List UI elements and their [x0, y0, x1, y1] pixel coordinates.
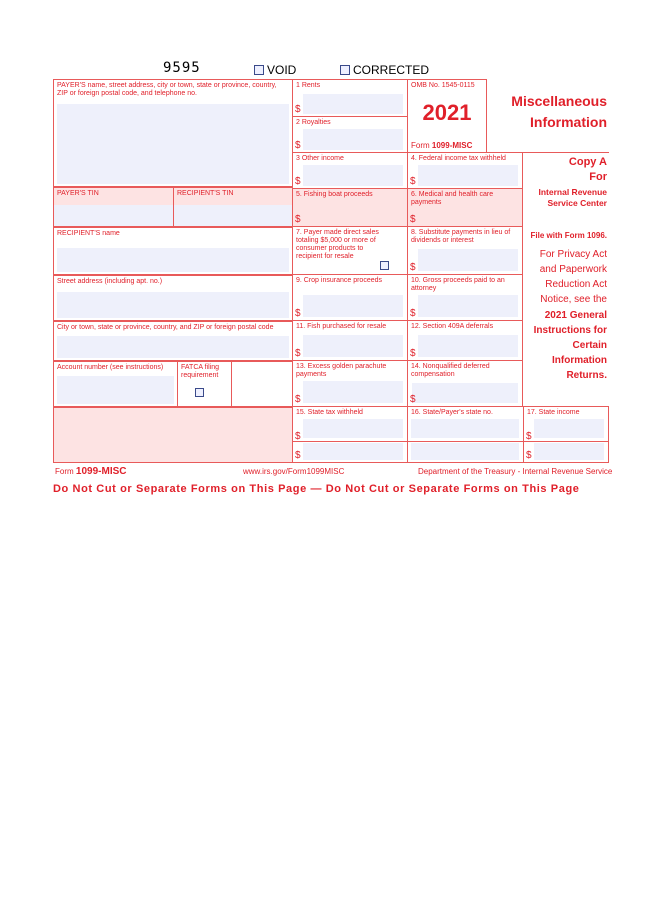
omb-form-name: 1099-MISC: [431, 141, 473, 150]
box-4-federal-tax[interactable]: [407, 152, 523, 189]
recipient-name-field[interactable]: [57, 248, 289, 272]
box-5-dollar: $: [295, 214, 301, 225]
box-3-label: 3 Other income: [296, 155, 344, 162]
box-7-checkbox[interactable]: [380, 261, 389, 270]
box-13-dollar: $: [295, 394, 301, 405]
footer-department: Department of the Treasury - Internal Revenue Service: [418, 467, 613, 476]
box-2-royalties[interactable]: [292, 116, 408, 153]
box-2-field[interactable]: [303, 129, 403, 150]
street-address-field[interactable]: [57, 292, 289, 318]
box-8-substitute-payments[interactable]: [407, 226, 523, 275]
omb-box: [407, 79, 487, 153]
omb-number: OMB No. 1545-0115: [411, 82, 475, 89]
box-12-dollar: $: [410, 348, 416, 359]
box-9-field[interactable]: [303, 295, 403, 317]
box-16-label: 16. State/Payer's state no.: [411, 409, 493, 416]
box-1-label: 1 Rents: [296, 82, 321, 89]
box-8-dollar: $: [410, 262, 416, 273]
irs-line-2: Service Center: [547, 198, 607, 208]
box-13-field[interactable]: [303, 381, 403, 403]
box-1-dollar: $: [295, 104, 301, 115]
box-2-dollar: $: [295, 140, 301, 151]
box-7-direct-sales[interactable]: [292, 226, 408, 275]
box-12-409a[interactable]: [407, 320, 523, 361]
footer-url: www.irs.gov/Form1099MISC: [243, 467, 345, 476]
street-address-box[interactable]: [53, 275, 293, 321]
box-8-field[interactable]: [418, 249, 518, 271]
box-17-dollar-2: $: [526, 450, 532, 461]
box-15-field-1[interactable]: [303, 419, 403, 438]
payer-tin-label: PAYER'S TIN: [57, 190, 99, 197]
box-7-label: 7. Payer made direct sales totaling $5,000 or more of consumer products to recipient for resale: [296, 229, 379, 260]
box-10-label: 10. Gross proceeds paid to an attorney: [411, 277, 505, 292]
box-6-dollar: $: [410, 214, 416, 225]
box-15-label: 15. State tax withheld: [296, 409, 363, 416]
corrected-checkbox-group[interactable]: [340, 63, 429, 77]
box-10-dollar: $: [410, 308, 416, 319]
title-line-2: Information: [530, 114, 607, 130]
box-9-crop-insurance[interactable]: [292, 274, 408, 321]
copy-line-1: Copy A: [568, 156, 607, 168]
box-3-dollar: $: [295, 176, 301, 187]
recipient-name-box[interactable]: [53, 227, 293, 275]
box-17-dollar-1: $: [526, 431, 532, 442]
bottom-left-shaded-area: [53, 407, 293, 463]
title-line-1: Miscellaneous: [511, 93, 607, 109]
fatca-checkbox[interactable]: [195, 388, 204, 397]
box-11-label: 11. Fish purchased for resale: [296, 323, 387, 330]
box-15-dollar-1: $: [295, 431, 301, 442]
city-box[interactable]: [53, 321, 293, 361]
blank-box: [231, 361, 293, 407]
recipient-name-label: RECIPIENT'S name: [57, 230, 120, 237]
box-14-nonqualified[interactable]: [407, 360, 523, 407]
payer-tin-field[interactable]: [54, 205, 173, 226]
box-17-state-income[interactable]: [523, 406, 609, 463]
box-14-field[interactable]: [412, 383, 518, 403]
box-6-label: 6. Medical and health care payments: [411, 191, 494, 206]
box-16-state-no[interactable]: [407, 406, 524, 463]
box-15-state-tax[interactable]: [292, 406, 408, 463]
file-with-note: File with Form 1096.: [530, 231, 607, 240]
footer-form-prefix: Form: [55, 467, 74, 476]
box-3-other-income[interactable]: [292, 152, 408, 189]
irs-line-1: Internal Revenue: [538, 187, 607, 197]
account-number-field[interactable]: [57, 376, 174, 404]
irs-center: [539, 187, 608, 209]
copy-label: [569, 155, 607, 185]
do-not-cut-warning: Do Not Cut or Separate Forms on This Page — Do Not Cut or Separate Forms on This Page: [53, 483, 580, 495]
box-11-field[interactable]: [303, 335, 403, 357]
box-10-attorney[interactable]: [407, 274, 523, 321]
box-1-field[interactable]: [303, 94, 403, 114]
city-label: City or town, state or province, country, and ZIP or foreign postal code: [57, 324, 274, 331]
box-6-medical[interactable]: [407, 188, 523, 227]
box-14-dollar: $: [410, 394, 416, 405]
box-12-label: 12. Section 409A deferrals: [411, 323, 494, 330]
box-15-dollar-2: $: [295, 450, 301, 461]
form-grid: [53, 79, 609, 463]
tax-year: 2021: [422, 100, 472, 125]
footer-form-number: 1099-MISC: [75, 466, 127, 477]
payer-info-label: PAYER'S name, street address, city or town, state or province, country, ZIP or foreign postal code, and telephone no.: [57, 82, 277, 97]
box-13-label: 13. Excess golden parachute payments: [296, 363, 387, 378]
box-9-label: 9. Crop insurance proceeds: [296, 277, 382, 284]
box-14-label: 14. Nonqualified deferred compensation: [411, 363, 490, 378]
box-3-field[interactable]: [303, 165, 403, 186]
box-2-label: 2 Royalties: [296, 119, 331, 126]
payer-info-box[interactable]: [53, 79, 293, 187]
corrected-checkbox[interactable]: [340, 65, 350, 75]
payer-tin-box[interactable]: [53, 187, 174, 227]
void-checkbox-group[interactable]: [254, 63, 296, 77]
payer-info-field[interactable]: [57, 104, 289, 184]
footer-form-name: [55, 466, 126, 477]
fatca-box: [177, 361, 232, 407]
account-number-label: Account number (see instructions): [57, 364, 164, 371]
privacy-notice: For Privacy Act and Paperwork Reduction Act Notice, see the: [539, 249, 607, 305]
box-9-dollar: $: [295, 308, 301, 319]
box-4-label: 4. Federal income tax withheld: [411, 155, 506, 162]
recipient-tin-field[interactable]: [174, 205, 292, 226]
box-13-golden-parachute[interactable]: [292, 360, 408, 407]
box-4-field[interactable]: [418, 165, 518, 186]
box-5-label: 5. Fishing boat proceeds: [296, 191, 373, 198]
box-11-dollar: $: [295, 348, 301, 359]
street-address-label: Street address (including apt. no.): [57, 278, 163, 285]
box-17-field-1[interactable]: [534, 419, 604, 438]
box-8-label: 8. Substitute payments in lieu of dividends or interest: [411, 229, 511, 244]
void-checkbox[interactable]: [254, 65, 264, 75]
recipient-tin-label: RECIPIENT'S TIN: [177, 190, 234, 197]
box-15-field-2[interactable]: [303, 443, 403, 460]
recipient-tin-box[interactable]: [173, 187, 293, 227]
fatca-label: FATCA filing requirement: [181, 364, 219, 379]
form-code: 9595: [163, 60, 201, 76]
account-number-box[interactable]: [53, 361, 178, 407]
box-11-fish-purchased[interactable]: [292, 320, 408, 361]
corrected-label: CORRECTED: [353, 63, 430, 77]
box-16-field-1[interactable]: [411, 419, 519, 438]
box-16-field-2[interactable]: [411, 443, 519, 460]
box-10-field[interactable]: [418, 295, 518, 317]
void-label: VOID: [267, 63, 297, 77]
omb-form-prefix: Form: [411, 141, 430, 150]
box-12-field[interactable]: [418, 335, 518, 357]
box-17-label: 17. State income: [527, 409, 580, 416]
general-instructions: 2021 General Instructions for Certain Information Returns.: [533, 310, 607, 381]
box-17-field-2[interactable]: [534, 443, 604, 460]
copy-line-2: For: [589, 171, 607, 183]
box-4-dollar: $: [410, 176, 416, 187]
city-field[interactable]: [57, 336, 289, 358]
box-5-fishing-boat[interactable]: [292, 188, 408, 227]
box-1-rents[interactable]: [292, 79, 408, 117]
form-title: [511, 91, 607, 133]
